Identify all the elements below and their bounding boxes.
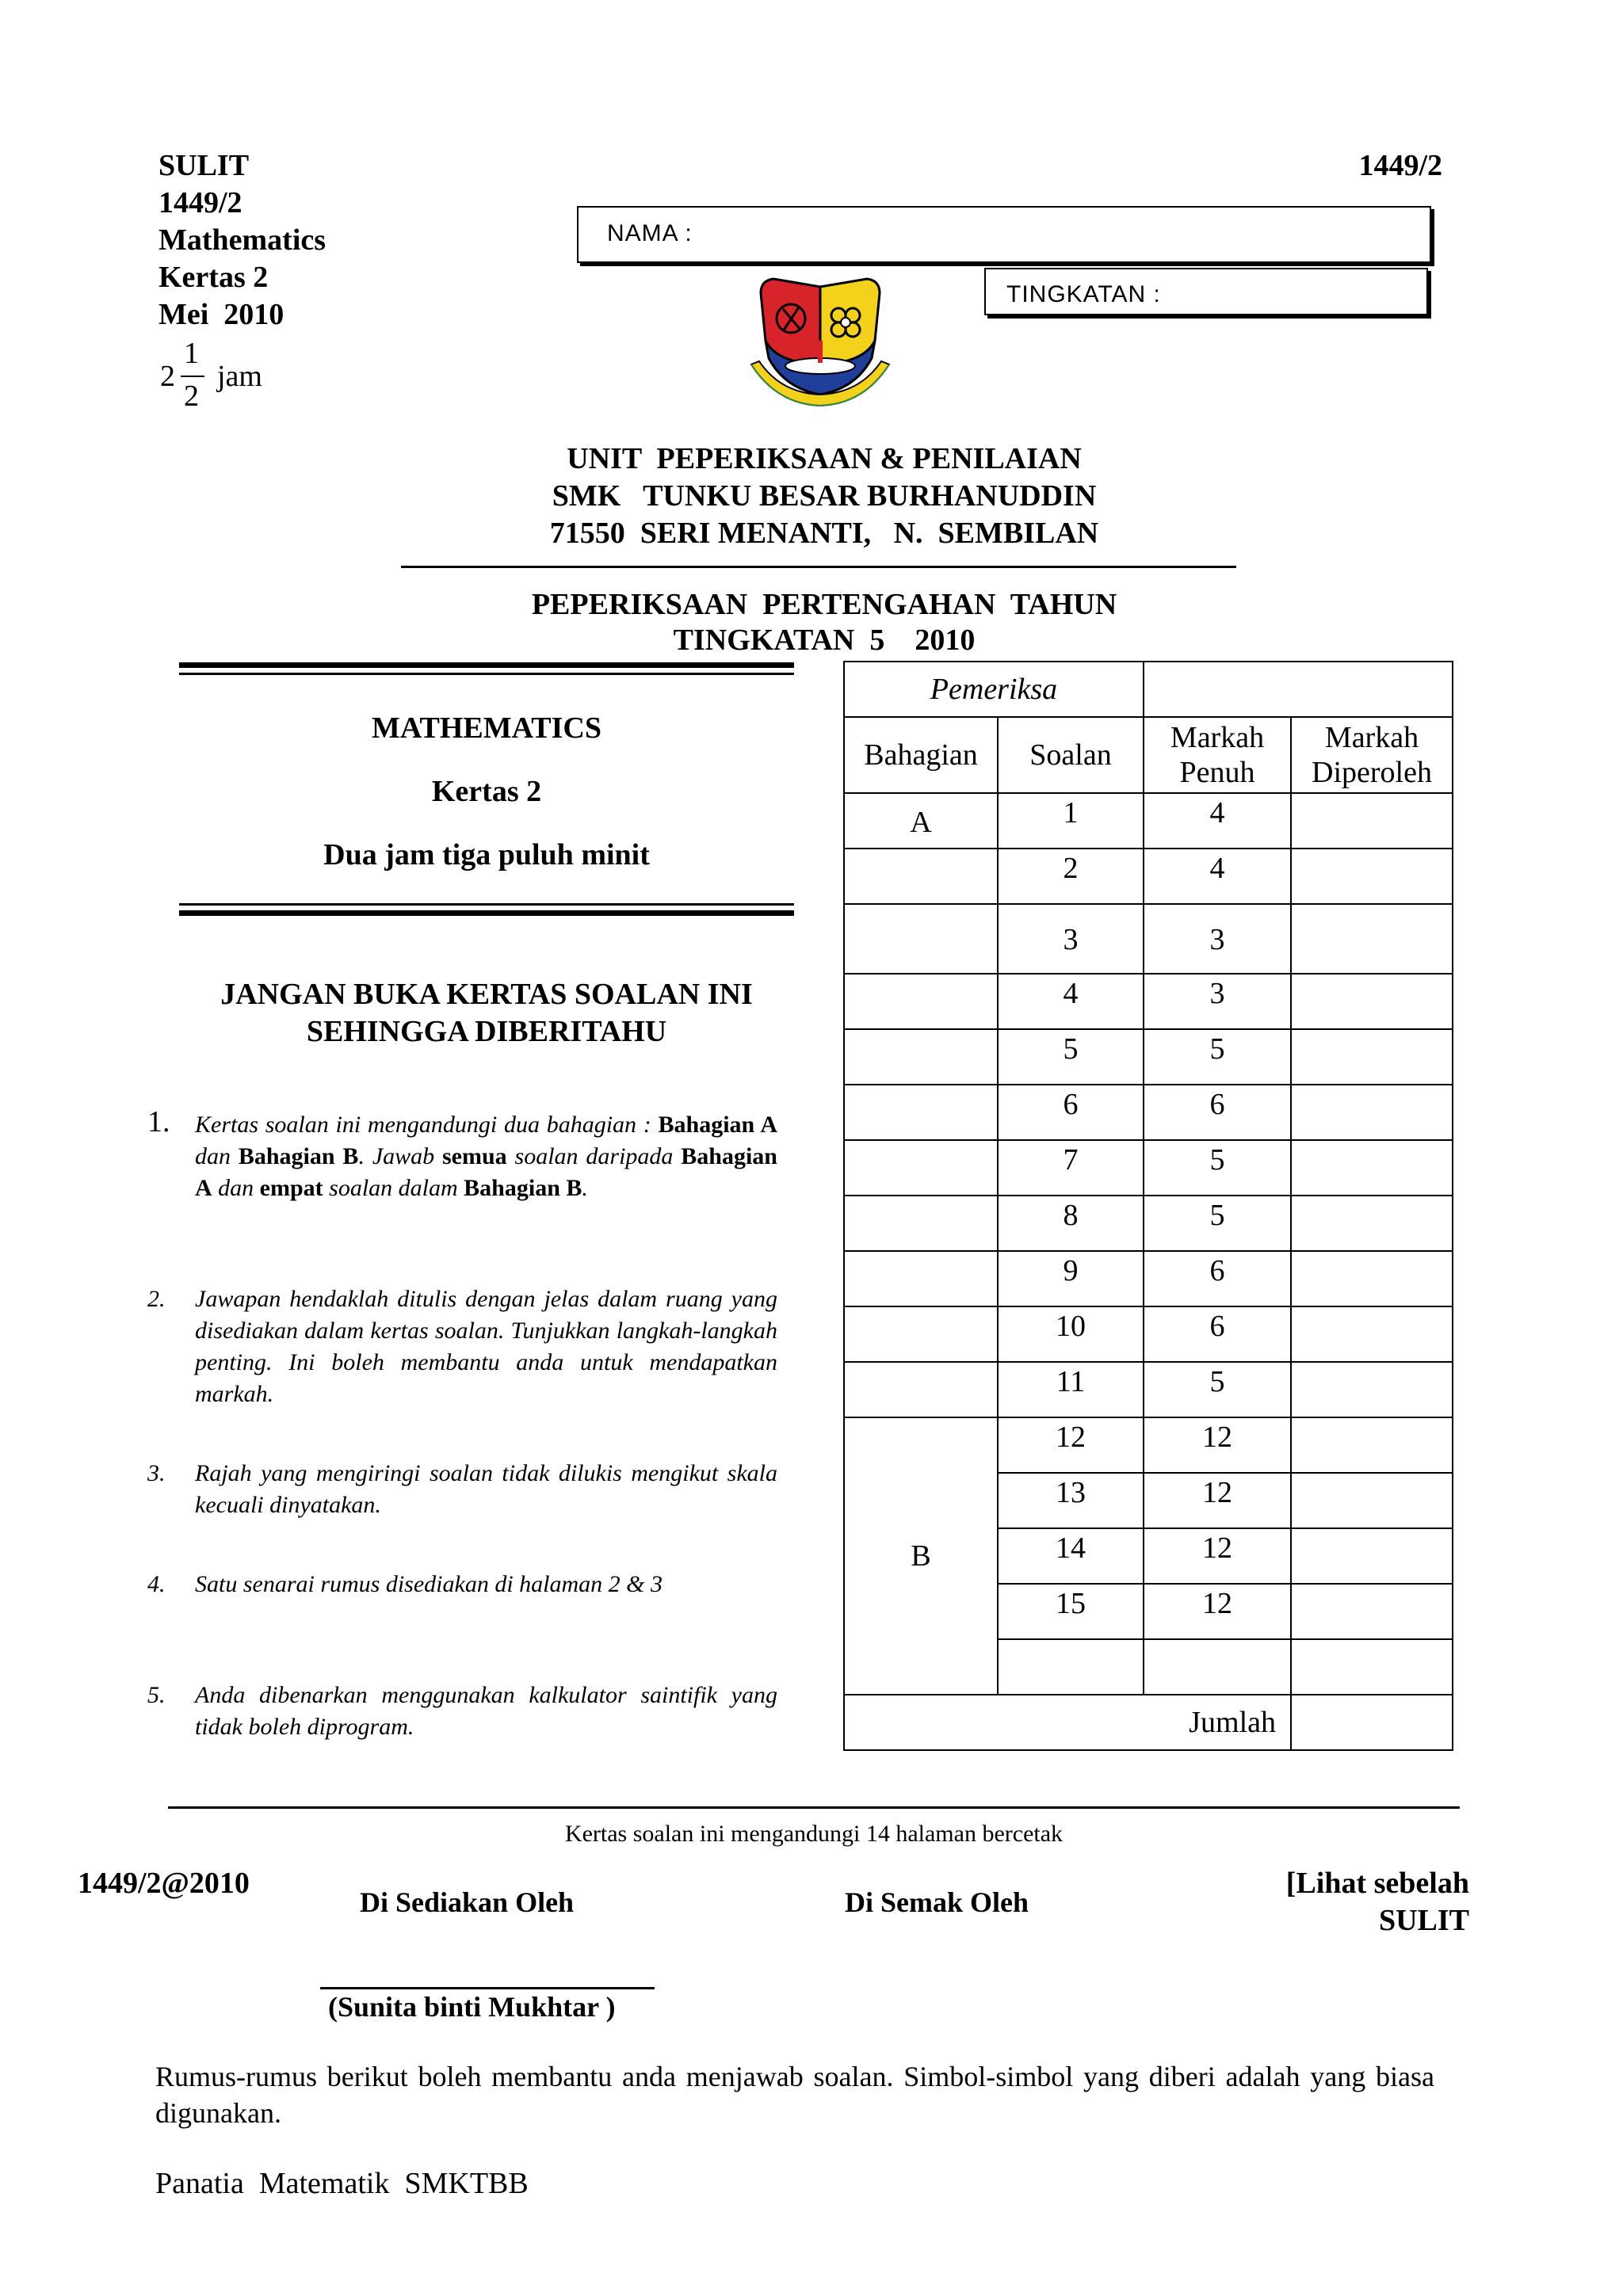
paper-duration-text: Dua jam tiga puluh minit (323, 838, 650, 871)
instruction-number: 5. (147, 1682, 166, 1708)
obtained-marks-cell[interactable] (1290, 903, 1453, 974)
question-number-cell: 2 (997, 848, 1144, 905)
section-cell (843, 1195, 999, 1252)
subject-label: Mathematics (158, 223, 327, 257)
divider-line (401, 566, 1236, 568)
double-rule-bottom-a (179, 903, 794, 906)
full-marks-cell: 5 (1143, 1195, 1292, 1252)
school-crest-logo (745, 269, 896, 412)
section-cell (843, 973, 999, 1030)
instruction-3: 3. Rajah yang mengiringi soalan tidak dilukis mengikut skala kecuali dinyatakan. (195, 1458, 777, 1521)
question-number-cell: 9 (997, 1250, 1144, 1307)
exam-form-year: TINGKATAN 5 2010 (673, 624, 976, 657)
section-cell (843, 1250, 999, 1307)
total-label-cell: Jumlah (843, 1694, 1292, 1751)
exam-date: Mei 2010 (158, 298, 285, 331)
nama-field[interactable] (577, 206, 1431, 263)
full-marks-cell: 6 (1143, 1306, 1292, 1363)
duration-whole: 2 (160, 360, 175, 393)
footer-sulit: SULIT (1378, 1904, 1469, 1937)
footer-rule (168, 1806, 1460, 1809)
instruction-number: 3. (147, 1460, 166, 1486)
footer-code: 1449/2@2010 (78, 1867, 250, 1900)
warning-line-1: JANGAN BUKA KERTAS SOALAN INI (220, 978, 753, 1011)
prepared-by-label: Di Sediakan Oleh (360, 1886, 575, 1918)
school-address: 71550 SERI MENANTI, N. SEMBILAN (549, 517, 1099, 550)
section-b-cell: B (843, 1417, 999, 1695)
full-marks-cell: 12 (1143, 1417, 1292, 1474)
obtained-marks-cell[interactable] (1290, 848, 1453, 905)
duration-numerator: 1 (184, 337, 199, 370)
school-name: SMK TUNKU BESAR BURHANUDDIN (552, 479, 1097, 513)
question-number-cell: 3 (997, 903, 1144, 974)
full-marks-cell: 5 (1143, 1361, 1292, 1418)
duration-fraction (160, 339, 319, 426)
instruction-5: 5. Anda dibenarkan menggunakan kalkulator saintifik yang tidak boleh diprogram. (195, 1680, 777, 1743)
double-rule-top-b (179, 673, 794, 675)
full-marks-cell: 6 (1143, 1084, 1292, 1141)
paper-code: 1449/2 (158, 186, 242, 219)
full-marks-cell: 6 (1143, 1250, 1292, 1307)
obtained-marks-cell[interactable] (1290, 792, 1453, 849)
school-unit: UNIT PEPERIKSAAN & PENILAIAN (567, 442, 1082, 475)
total-value-cell[interactable] (1290, 1694, 1453, 1751)
section-a-cell: A (843, 792, 999, 849)
obtained-marks-cell[interactable] (1290, 1306, 1453, 1363)
duration-denominator: 2 (184, 379, 199, 413)
obtained-marks-cell[interactable] (1290, 1028, 1453, 1085)
fraction-bar (181, 376, 204, 377)
section-cell (843, 1084, 999, 1141)
full-marks-cell: 3 (1143, 903, 1292, 974)
question-number-cell: 6 (997, 1084, 1144, 1141)
turn-over-note (1189, 1865, 1469, 1939)
obtained-marks-cell[interactable] (1290, 1361, 1453, 1418)
full-marks-cell: 12 (1143, 1472, 1292, 1529)
obtained-marks-cell[interactable] (1290, 1417, 1453, 1474)
full-marks-cell: 5 (1143, 1139, 1292, 1196)
table-title-blank (1143, 661, 1453, 718)
question-number-cell: 7 (997, 1139, 1144, 1196)
kertas-label: Kertas 2 (158, 261, 269, 294)
full-marks-cell: 3 (1143, 973, 1292, 1030)
pages-note: Kertas soalan ini mengandungi 14 halaman bercetak (564, 1821, 1064, 1847)
full-marks-cell: 12 (1143, 1583, 1292, 1640)
school-info (349, 441, 1300, 552)
obtained-marks-cell[interactable] (1290, 1250, 1453, 1307)
tingkatan-field[interactable] (984, 268, 1428, 315)
header-markah-diperoleh: Markah Diperoleh (1290, 716, 1453, 794)
paper-code-right: 1449/2 (1358, 149, 1442, 182)
sulit-label: SULIT (158, 149, 250, 182)
turn-over-text: [Lihat sebelah (1285, 1867, 1469, 1900)
full-marks-cell: 4 (1143, 848, 1292, 905)
full-marks-cell (1143, 1638, 1292, 1695)
question-number-cell: 5 (997, 1028, 1144, 1085)
full-marks-cell: 12 (1143, 1527, 1292, 1585)
section-cell (843, 1028, 999, 1085)
obtained-marks-cell[interactable] (1290, 1527, 1453, 1585)
question-number-cell: 1 (997, 792, 1144, 849)
table-title-cell: Pemeriksa (843, 661, 1144, 718)
header-left-block (158, 147, 326, 334)
checked-by-label: Di Semak Oleh (845, 1886, 1029, 1918)
obtained-marks-cell[interactable] (1290, 1139, 1453, 1196)
tingkatan-label: TINGKATAN : (1006, 281, 1161, 307)
header-bahagian: Bahagian (843, 716, 999, 794)
obtained-marks-cell[interactable] (1290, 973, 1453, 1030)
section-cell (843, 903, 999, 974)
full-marks-cell: 4 (1143, 792, 1292, 849)
paper-kertas: Kertas 2 (431, 775, 542, 808)
instruction-number: 1. (147, 1105, 170, 1138)
exam-title (349, 586, 1300, 659)
double-rule-top-a (179, 662, 794, 668)
preparer-name: (Sunita binti Mukhtar ) (328, 1991, 616, 2023)
question-number-cell: 14 (997, 1527, 1144, 1585)
obtained-marks-cell[interactable] (1290, 1472, 1453, 1529)
section-cell (843, 848, 999, 905)
subject-title: MATHEMATICS (372, 711, 601, 745)
question-number-cell: 15 (997, 1583, 1144, 1640)
instruction-4: 4. Satu senarai rumus disediakan di halaman 2 & 3 (195, 1569, 777, 1600)
question-number-cell: 12 (997, 1417, 1144, 1474)
signature-line (320, 1987, 655, 1989)
instruction-1: 1. Kertas soalan ini mengandungi dua bahagian : Bahagian A dan Bahagian B. Jawab semua soalan daripada Bahagian A dan empat soalan dalam Bahagian B. (147, 1105, 777, 1201)
obtained-marks-cell[interactable] (1290, 1583, 1453, 1640)
section-cell (843, 1361, 999, 1418)
question-number-cell: 10 (997, 1306, 1144, 1363)
obtained-marks-cell[interactable] (1290, 1195, 1453, 1252)
section-cell (843, 1139, 999, 1196)
nama-label: NAMA : (607, 220, 693, 246)
full-marks-cell: 5 (1143, 1028, 1292, 1085)
instruction-2: 2. Jawapan hendaklah ditulis dengan jelas dalam ruang yang disediakan dalam kertas soalan. Tunjukkan langkah-langkah penting. Ini boleh membantu anda untuk mendapatkan markah. (195, 1283, 777, 1410)
question-number-cell (997, 1638, 1144, 1695)
question-number-cell: 4 (997, 973, 1144, 1030)
instruction-number: 2. (147, 1286, 166, 1312)
obtained-marks-cell[interactable] (1290, 1638, 1453, 1695)
duration-unit: jam (217, 360, 262, 393)
instruction-number: 4. (147, 1571, 166, 1597)
obtained-marks-cell[interactable] (1290, 1084, 1453, 1141)
question-number-cell: 13 (997, 1472, 1144, 1529)
header-soalan: Soalan (997, 716, 1144, 794)
section-cell (843, 1306, 999, 1363)
header-markah-penuh: Markah Penuh (1143, 716, 1292, 794)
question-number-cell: 8 (997, 1195, 1144, 1252)
warning-text (179, 976, 794, 1051)
double-rule-bottom-b (179, 910, 794, 916)
warning-line-2: SEHINGGA DIBERITAHU (306, 1015, 667, 1048)
exam-name: PEPERIKSAAN PERTENGAHAN TAHUN (531, 588, 1117, 621)
formula-note: Rumus-rumus berikut boleh membantu anda menjawab soalan. Simbol-simbol yang diberi adalah yang biasa digunakan. (155, 2061, 1434, 2129)
question-number-cell: 11 (997, 1361, 1144, 1418)
panel-name: Panatia Matematik SMKTBB (155, 2167, 529, 2200)
